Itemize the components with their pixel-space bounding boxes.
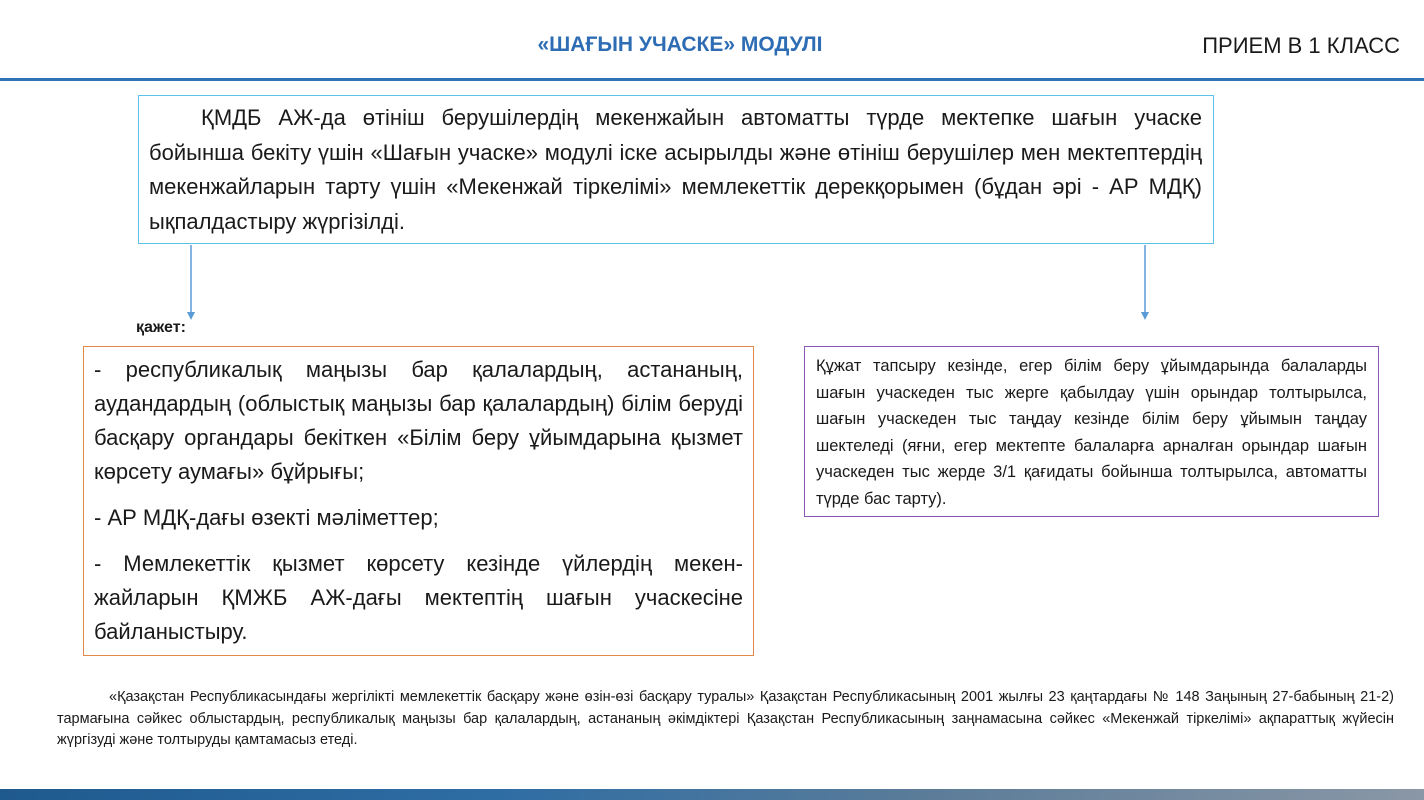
requirement-item: - республикалық маңызы бар қалалардың, астананың, аудандардың (облыстық маңызы бар қалалардың) білім беруді басқару органдары бекіткен «Білім беру ұйымдарына қызмет көрсету аумағы» бұйрығы; <box>94 357 743 484</box>
requirement-item: - Мемлекеттік қызмет көрсету кезінде үйлердің мекен-жайларын ҚМЖБ АЖ-дағы мектептің шағын учаскесіне байланыстыру. <box>94 551 743 644</box>
slide-title: «ШАҒЫН УЧАСКЕ» МОДУЛІ <box>537 33 823 56</box>
requirement-item: - АР МДҚ-дағы өзекті мәліметтер; <box>94 505 439 530</box>
integration-summary-box <box>138 95 1214 244</box>
integration-summary-text: ҚМДБ АЖ-да өтініш берушілердің мекенжайын автоматты түрде мектепке шағын учаске бойынша бекіту үшін «Шағын учаске» модулі іске асырылды және өтініш берушілер мен мектептердің мекенжайларын тарту үшін «Мекенжай тіркелімі» мемлекеттік дерекқорымен (бұдан әрі - АР МДҚ) ықпалдастыру жүргізілді. <box>149 105 1202 234</box>
restriction-text: Құжат тапсыру кезінде, егер білім беру ұйымдарында балаларды шағын учаскеден тыс жерге қабылдау үшін орындар толтырылса, шағын учаскеден тыс таңдау кезінде білім беру ұйымын таңдау шектеледі (яғни, егер мектепте балаларға арналған орындар шағын учаскеден тыс жерде 3/1 қағидаты бойынша толтырылса, автоматты түрде бас тарту). <box>816 357 1367 508</box>
footer-bar <box>0 789 1424 800</box>
restriction-box <box>804 346 1379 517</box>
section-label: ПРИЕМ В 1 КЛАСС <box>1202 33 1400 58</box>
requirements-label: қажет: <box>136 319 186 336</box>
requirements-box <box>83 346 754 656</box>
header-divider <box>0 78 1424 81</box>
legal-footnote-text: «Қазақстан Республикасындағы жергілікті мемлекеттік басқару және өзін-өзі басқару туралы» Қазақстан Республикасының 2001 жылғы 23 қаңтардағы № 148 Заңының 27-бабының 21-2) тармағына сәйкес облыстардың, республикалық маңызы бар қалалардың, астананың әкімдіктері Қазақстан Республикасының заңнамасына сәйкес «Мекенжай тіркелімі» ақпараттық жүйесін жүргізуді және толтыруды қамтамасыз етеді. <box>57 689 1394 748</box>
legal-footnote <box>57 687 1394 752</box>
